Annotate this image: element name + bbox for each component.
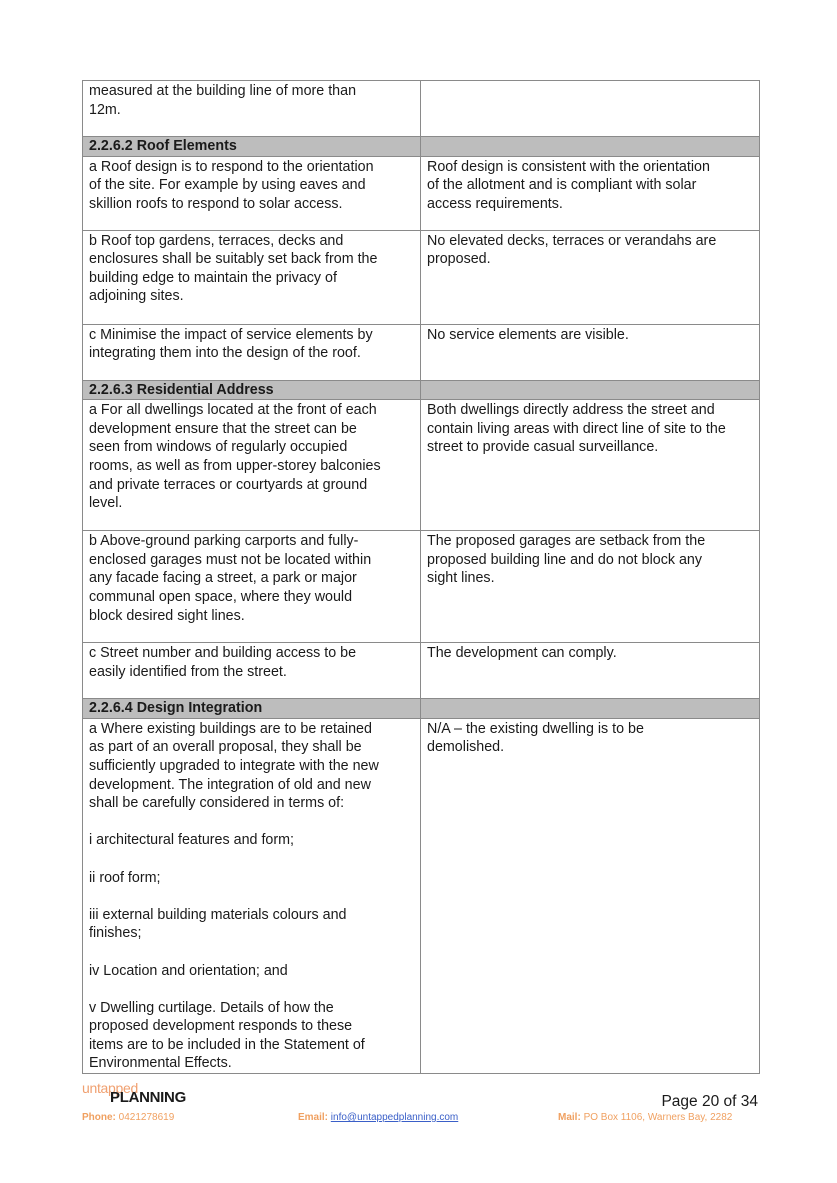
control-cell: b Roof top gardens, terraces, decks and enclosures shall be suitably set back from the building edge to maintain the privacy of adjoining sites. — [83, 230, 421, 324]
logo-wordmark-bottom: PLANNING — [110, 1089, 186, 1106]
response-cell: N/A – the existing dwelling is to be demolished. — [421, 718, 760, 1073]
response-cell: Both dwellings directly address the street and contain living areas with direct line of site to the street to provide casual surveillance. — [421, 400, 760, 531]
footer-mail — [558, 1112, 732, 1123]
section-heading: 2.2.6.4 Design Integration — [83, 699, 421, 719]
control-cell: b Above-ground parking carports and fully- enclosed garages must not be located within any facade facing a street, a park or major communal open space, where they would block desired sight lines. — [83, 531, 421, 643]
table-row — [83, 643, 760, 699]
section-heading: 2.2.6.3 Residential Address — [83, 380, 421, 400]
section-heading: 2.2.6.2 Roof Elements — [83, 137, 421, 157]
table-row — [83, 81, 760, 137]
mail-label: Mail: — [558, 1112, 581, 1123]
section-heading-row — [83, 137, 760, 157]
table-row — [83, 230, 760, 324]
response-cell: Roof design is consistent with the orientation of the allotment and is compliant with solar access requirements. — [421, 156, 760, 230]
control-cell: a For all dwellings located at the front of each development ensure that the street can be seen from windows of regularly occupied rooms, as well as from upper-storey balconies and private terraces or courtyards at ground level. — [83, 400, 421, 531]
response-cell: The development can comply. — [421, 643, 760, 699]
mail-value: PO Box 1106, Warners Bay, 2282 — [583, 1112, 733, 1123]
compliance-table — [82, 80, 760, 1074]
response-cell: No elevated decks, terraces or verandahs are proposed. — [421, 230, 760, 324]
table-row — [83, 156, 760, 230]
phone-label: Phone: — [82, 1112, 116, 1123]
table-row — [83, 324, 760, 380]
email-link[interactable]: info@untappedplanning.com — [330, 1112, 459, 1123]
footer-phone — [82, 1112, 174, 1123]
response-cell: No service elements are visible. — [421, 324, 760, 380]
response-cell — [421, 81, 760, 137]
section-heading-blank — [421, 380, 760, 400]
table-row — [83, 400, 760, 531]
control-cell: a Roof design is to respond to the orientation of the site. For example by using eaves and skillion roofs to respond to solar access. — [83, 156, 421, 230]
section-heading-blank — [421, 699, 760, 719]
control-cell: c Street number and building access to be easily identified from the street. — [83, 643, 421, 699]
table-row — [83, 718, 760, 1073]
section-heading-blank — [421, 137, 760, 157]
logo-wordmark-top: untapped — [82, 1080, 138, 1096]
untapped-planning-logo — [82, 1080, 232, 1108]
control-cell: c Minimise the impact of service elements by integrating them into the design of the roof. — [83, 324, 421, 380]
section-heading-row — [83, 699, 760, 719]
table-row — [83, 531, 760, 643]
control-cell: measured at the building line of more than 12m. — [83, 81, 421, 137]
control-cell: a Where existing buildings are to be retained as part of an overall proposal, they shall be sufficiently upgraded to integrate with the new development. The integration of old and new shall be carefully considered in terms of: i architectural features and form; ii roof form; iii external building materials colours and finishes; iv Location and orientation; and v Dwelling curtilage. Details of how the proposed development responds to these items are to be included in the Statement of Environmental Effects. — [83, 718, 421, 1073]
page-number: Page 20 of 34 — [661, 1093, 758, 1110]
phone-value: 0421278619 — [118, 1112, 175, 1123]
email-label: Email: — [298, 1112, 329, 1123]
response-cell: The proposed garages are setback from the proposed building line and do not block any sight lines. — [421, 531, 760, 643]
footer-email — [298, 1112, 458, 1123]
section-heading-row — [83, 380, 760, 400]
